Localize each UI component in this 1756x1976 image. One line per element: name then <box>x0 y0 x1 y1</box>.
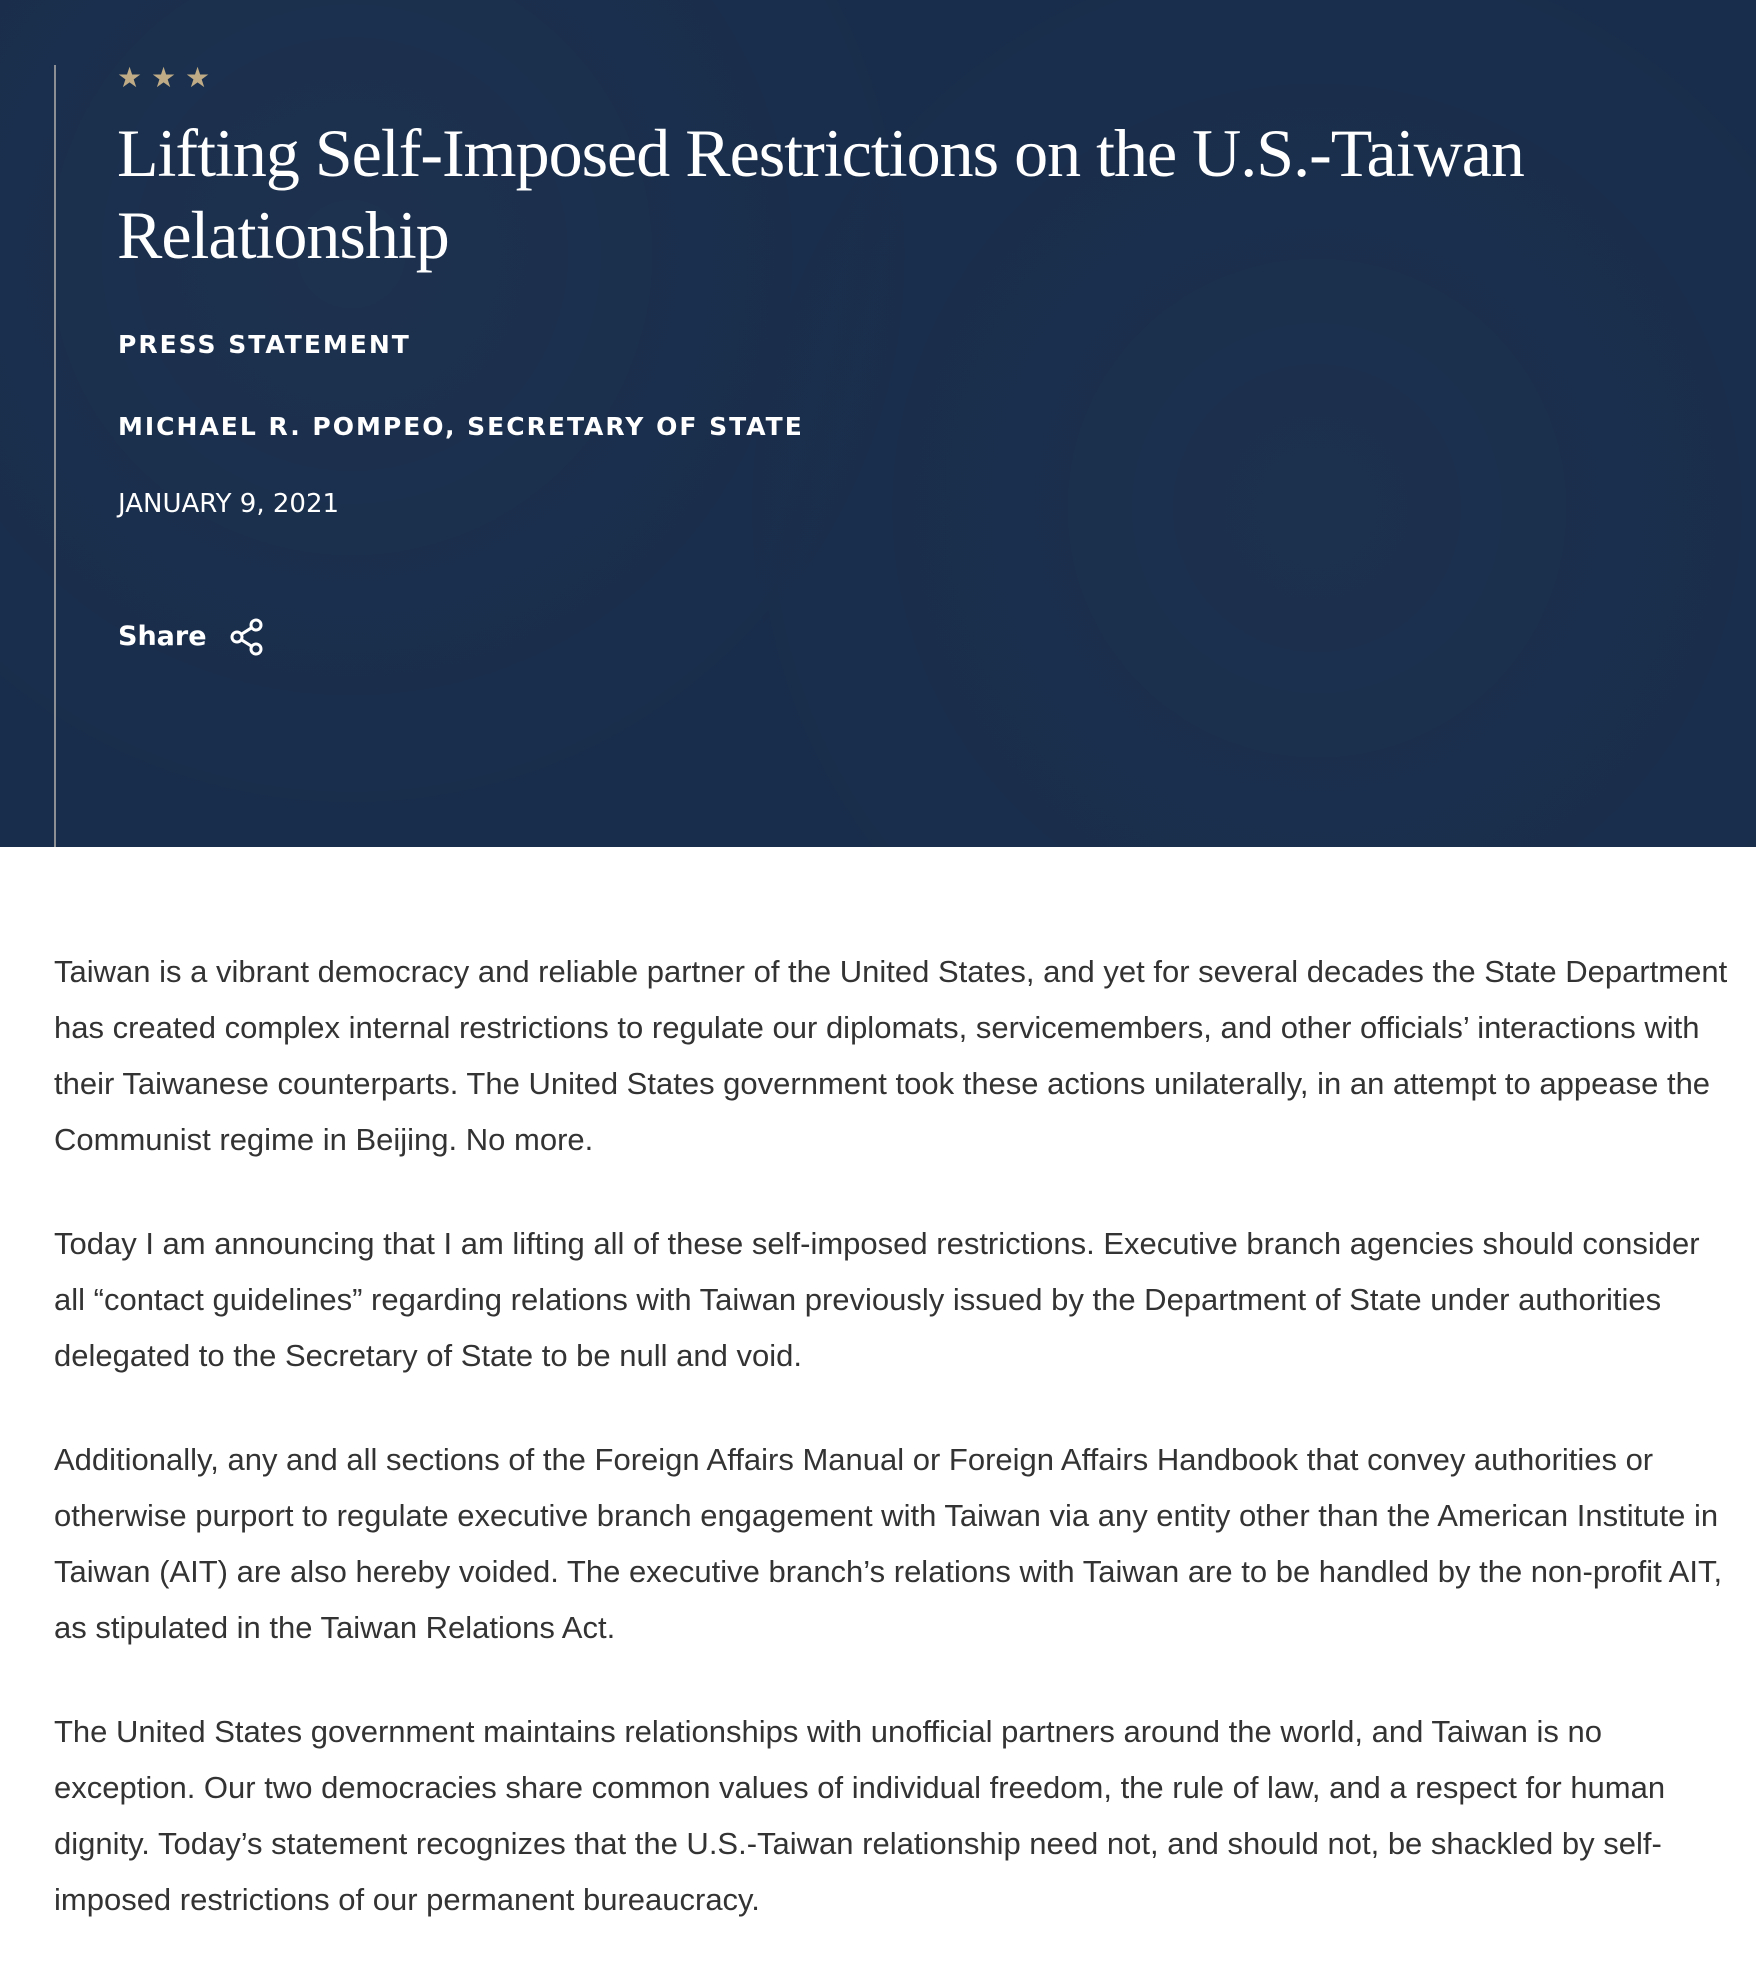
share-label: Share <box>118 621 207 652</box>
page-title: Lifting Self-Imposed Restrictions on the U.S.-Taiwan Relationship <box>117 115 1524 273</box>
stars-icon: ★ ★ ★ <box>117 61 211 94</box>
article-paragraph: The United States government maintains relationships with unofficial partners around the world, and Taiwan is no exception. Our two democracies share common values of individual freedom, the rule of law, and a respect for human dignity. Today’s statement recognizes that the U.S.-Taiwan relationship need not, and should not, be shackled by self-imposed restrictions of our permanent bureaucracy. <box>54 1714 1666 1917</box>
share-button[interactable] <box>118 618 265 656</box>
article-author: MICHAEL R. POMPEO, SECRETARY OF STATE <box>118 412 804 441</box>
header-divider <box>54 65 56 847</box>
article-date: JANUARY 9, 2021 <box>118 489 340 519</box>
article-type: PRESS STATEMENT <box>118 330 411 359</box>
article-body <box>54 944 1734 1976</box>
share-icon <box>229 618 265 656</box>
article-paragraph: Taiwan is a vibrant democracy and reliable partner of the United States, and yet for several decades the State Department has created complex internal restrictions to regulate our diplomats, servicemembers, and other officials’ interactions with their Taiwanese counterparts. The United States government took these actions unilaterally, in an attempt to appease the Communist regime in Beijing. No more. <box>54 954 1728 1157</box>
article-paragraph: Today I am announcing that I am lifting all of these self-imposed restrictions. Executive branch agencies should consider all “contact guidelines” regarding relations with Taiwan previously issued by the Department of State under authorities delegated to the Secretary of State to be null and void. <box>54 1226 1700 1373</box>
article-paragraph: Additionally, any and all sections of the Foreign Affairs Manual or Foreign Affairs Handbook that convey authorities or otherwise purport to regulate executive branch engagement with Taiwan via any entity other than the American Institute in Taiwan (AIT) are also hereby voided. The executive branch’s relations with Taiwan are to be handled by the non-profit AIT, as stipulated in the Taiwan Relations Act. <box>54 1442 1723 1645</box>
article-header <box>0 0 1756 847</box>
